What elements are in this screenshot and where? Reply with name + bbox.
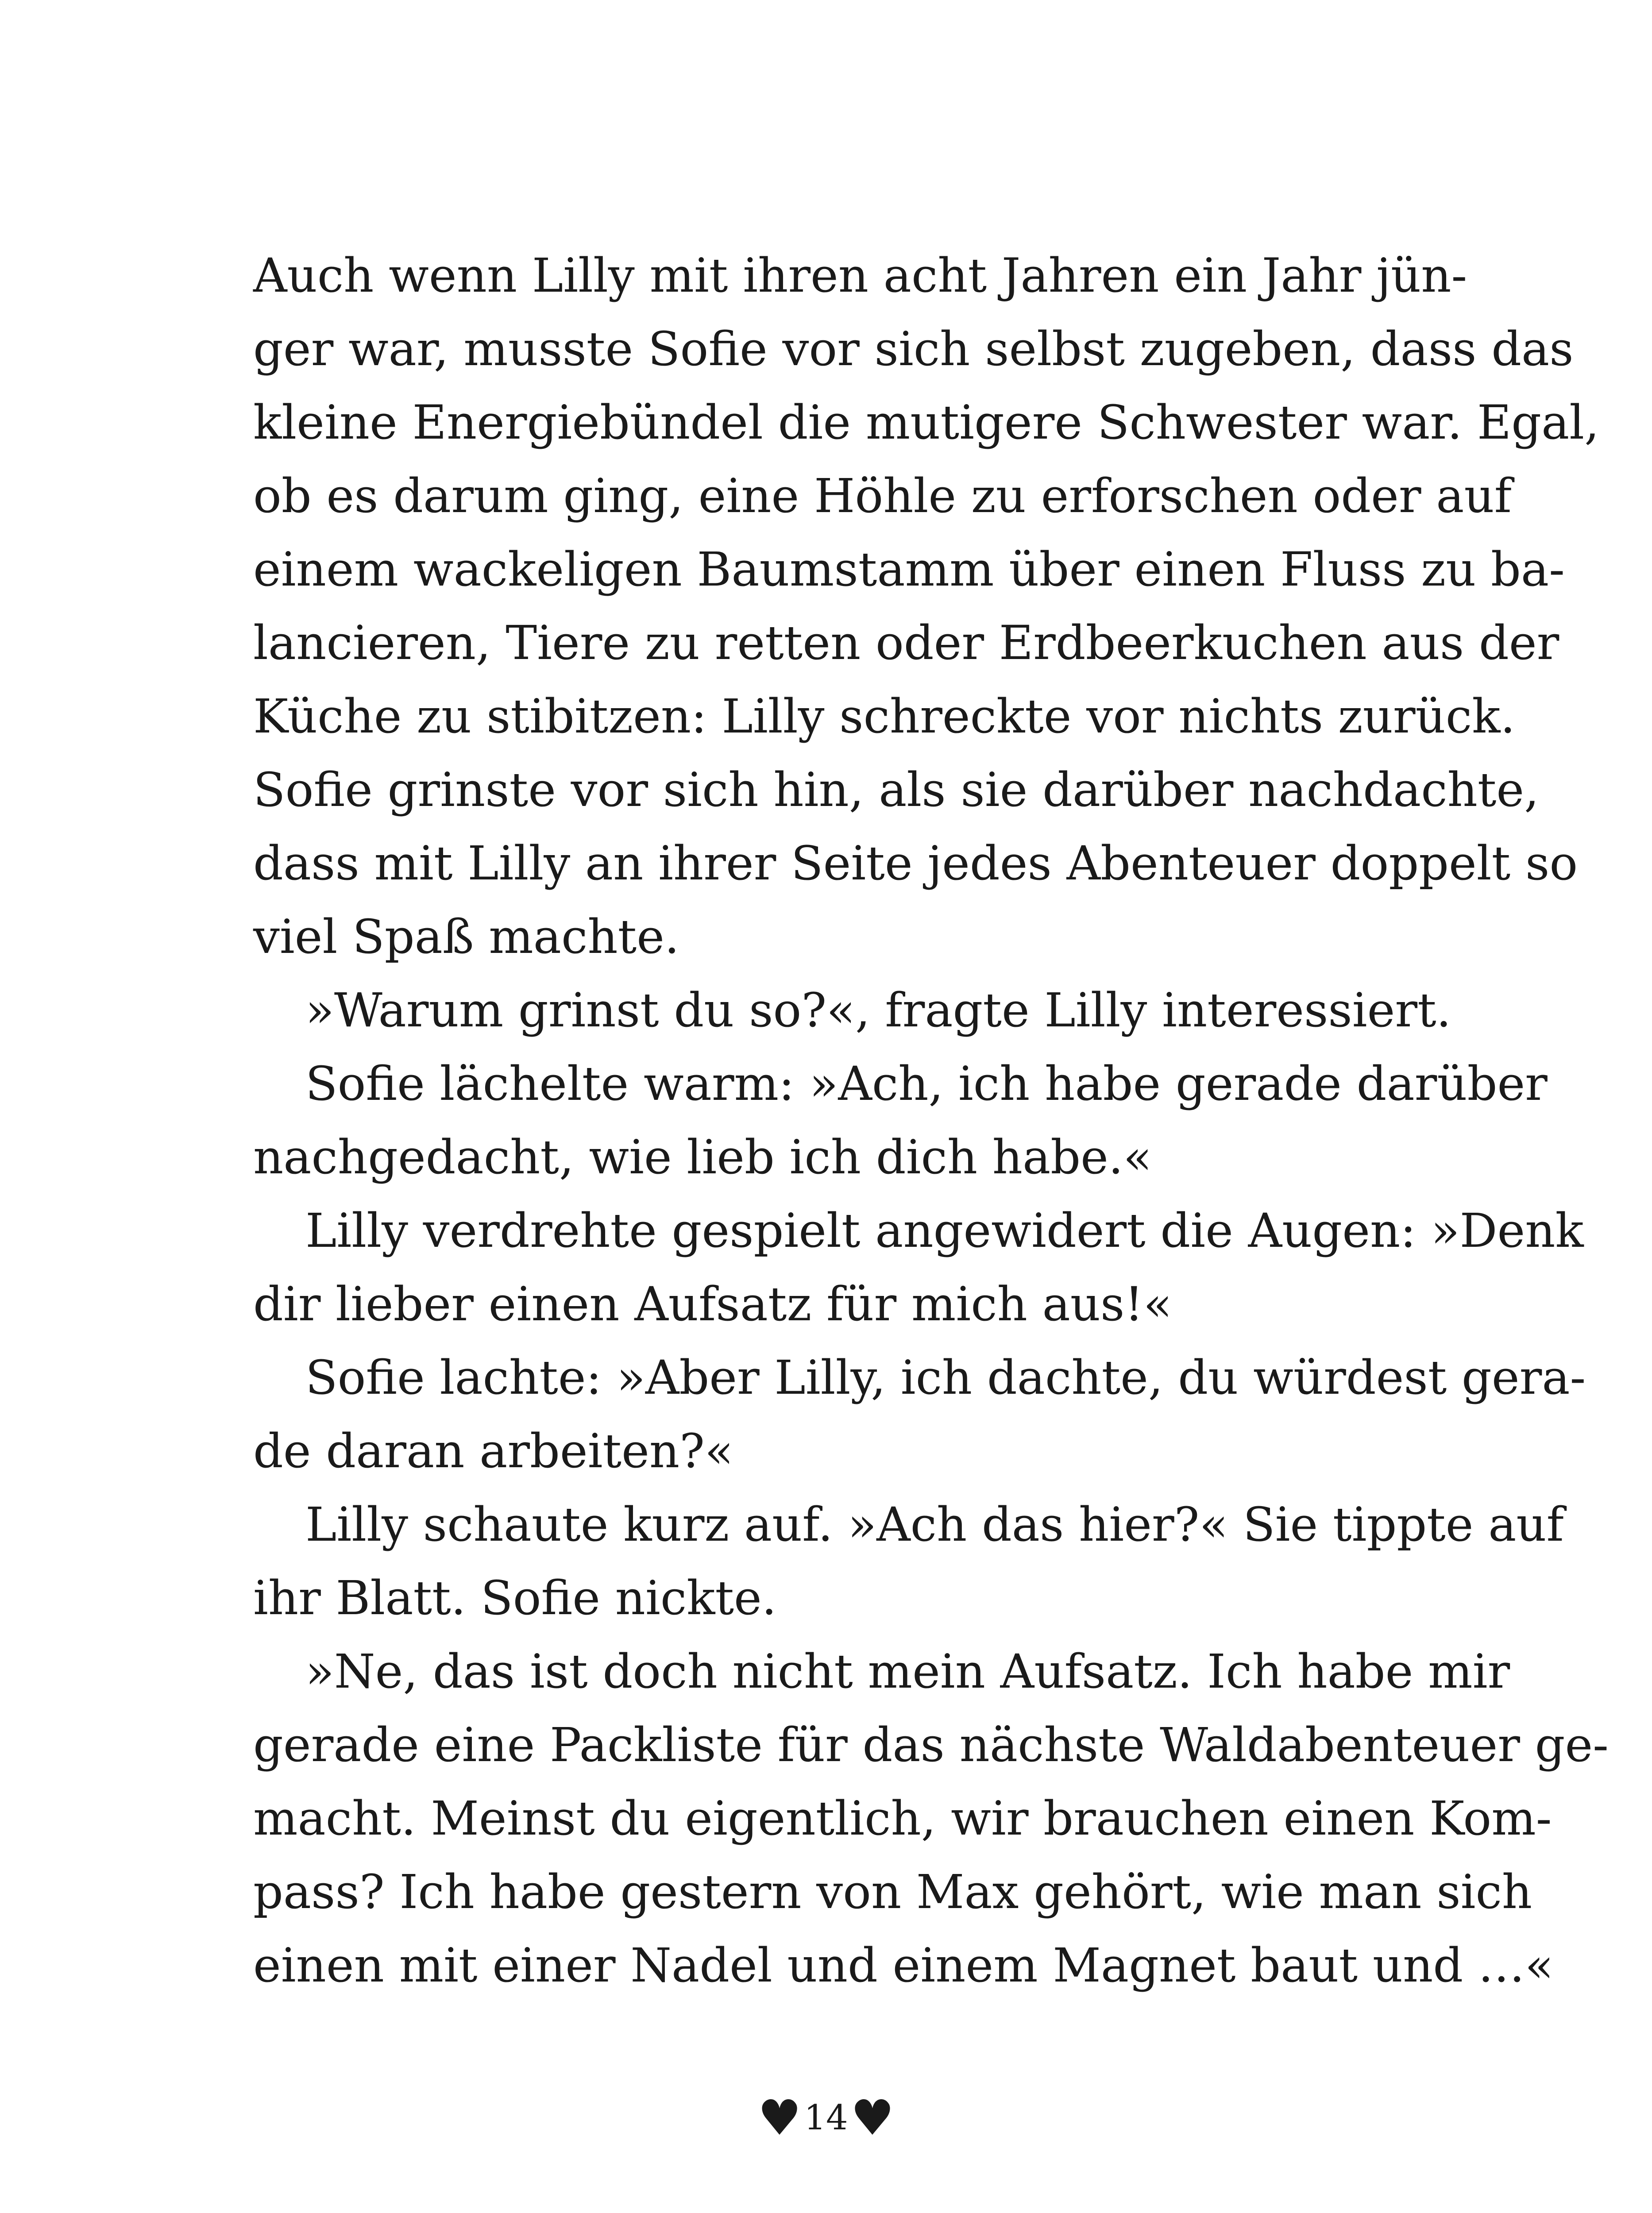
heart-icon: ♥: [850, 2090, 895, 2146]
text-line: Lilly schaute kurz auf. »Ach das hier?« Sie tippte auf: [305, 1497, 1564, 1552]
text-line: nachgedacht, wie lieb ich dich habe.«: [253, 1130, 1152, 1184]
text-line: einem wackeligen Baumstamm über einen Fluss zu ba-: [253, 542, 1565, 597]
text-line: »Warum grinst du so?«, fragte Lilly interessiert.: [305, 983, 1451, 1037]
text-line: pass? Ich habe gestern von Max gehört, wie man sich: [253, 1865, 1532, 1919]
text-line: Sofie lachte: »Aber Lilly, ich dachte, du würdest gera-: [305, 1350, 1586, 1405]
page-number: 14: [804, 2098, 848, 2138]
text-line: einen mit einer Nadel und einem Magnet baut und …«: [253, 1938, 1554, 1993]
text-line: ger war, musste Sofie vor sich selbst zugeben, dass das: [253, 322, 1574, 376]
text-line: dir lieber einen Aufsatz für mich aus!«: [253, 1277, 1172, 1331]
text-line: lancieren, Tiere zu retten oder Erdbeerkuchen aus der: [253, 616, 1559, 670]
text-line: Sofie grinste vor sich hin, als sie darüber nachdachte,: [253, 763, 1539, 817]
text-line: »Ne, das ist doch nicht mein Aufsatz. Ich habe mir: [305, 1644, 1510, 1699]
text-line: Sofie lächelte warm: »Ach, ich habe gerade darüber: [305, 1056, 1548, 1111]
text-line: ob es darum ging, eine Höhle zu erforschen oder auf: [253, 469, 1512, 523]
text-line: gerade eine Packliste für das nächste Waldabenteuer ge-: [253, 1718, 1609, 1772]
text-line: viel Spaß machte.: [253, 910, 679, 964]
text-line: Lilly verdrehte gespielt angewidert die Augen: »Denk: [305, 1203, 1584, 1258]
text-line: ihr Blatt. Sofie nickte.: [253, 1571, 777, 1625]
text-line: Auch wenn Lilly mit ihren acht Jahren ein Jahr jün-: [253, 248, 1467, 303]
body-text: [253, 239, 1609, 2002]
text-line: Küche zu stibitzen: Lilly schreckte vor nichts zurück.: [253, 689, 1516, 744]
text-line: macht. Meinst du eigentlich, wir brauchen einen Kom-: [253, 1791, 1552, 1846]
heart-icon: ♥: [757, 2090, 802, 2146]
text-line: de daran arbeiten?«: [253, 1424, 733, 1478]
page-footer: [0, 2089, 1652, 2147]
text-line: dass mit Lilly an ihrer Seite jedes Abenteuer doppelt so: [253, 836, 1578, 891]
text-line: kleine Energiebündel die mutigere Schwester war. Egal,: [253, 395, 1599, 450]
